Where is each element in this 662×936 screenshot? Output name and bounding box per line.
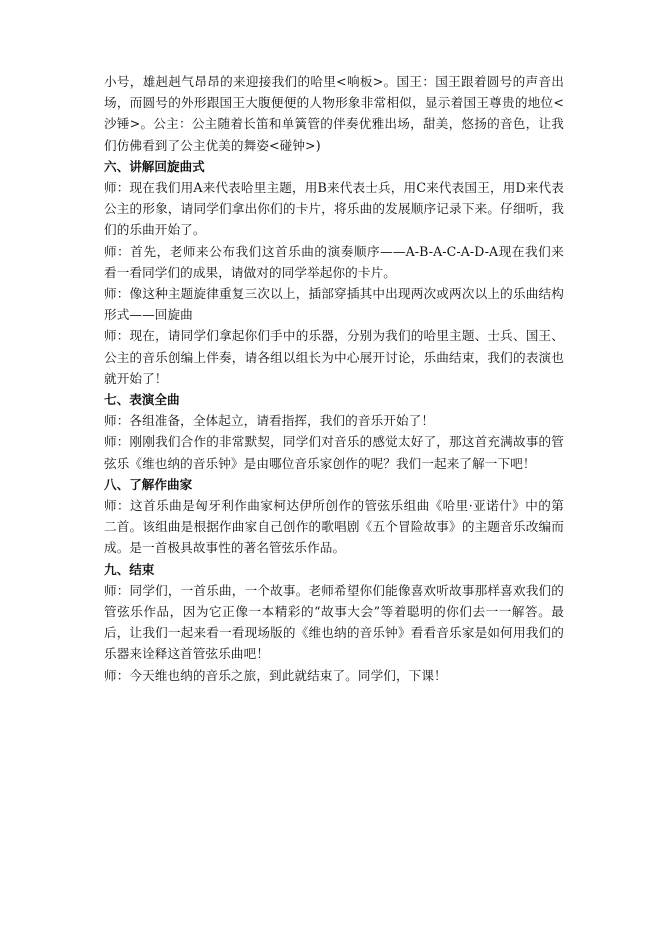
section-heading-performance: 七、表演全曲 <box>104 392 180 408</box>
document-body <box>104 71 564 686</box>
paragraph-performance-review: 师：刚刚我们合作的非常默契，同学们对音乐的感觉太好了，那这首充满故事的管弦乐《维也纳的音乐钟》是由哪位音乐家创作的呢？我们一起来了解一下吧！ <box>104 434 564 471</box>
paragraph-composer-info: 师：这首乐曲是匈牙利作曲家柯达伊所创作的管弦乐组曲《哈里·亚诺什》中的第二首。该组曲是根据作曲家自己创作的歌唱剧《五个冒险故事》的主题音乐改编而成。是一首极具故事性的著名管弦乐作品。 <box>104 498 564 556</box>
paragraph-performance-start: 师：各组准备，全体起立，请看指挥，我们的音乐开始了！ <box>104 413 435 429</box>
paragraph-ending-summary: 师：同学们，一首乐曲，一个故事。老师希望你们能像喜欢听故事那样喜欢我们的管弦乐作品，因为它正像一本精彩的“故事大会”等着聪明的你们去一一解答。最后，让我们一起来看一看现场版的《维也纳的音乐钟》看看音乐家是如何用我们的乐器来诠释这首管弦乐曲吧！ <box>104 582 564 662</box>
paragraph-class-dismissed: 师：今天维也纳的音乐之旅，到此就结束了。同学们，下课！ <box>104 667 447 683</box>
section-heading-ending: 九、结束 <box>104 561 155 577</box>
section-heading-composer: 八、了解作曲家 <box>104 476 193 492</box>
paragraph-rondo-order: 师：首先，老师来公布我们这首乐曲的演奏顺序——A-B-A-C-A-D-A现在我们来看一看同学们的成果，请做对的同学举起你的卡片。 <box>104 243 564 280</box>
paragraph-instrument-accompaniment: 师：现在，请同学们拿起你们手中的乐器，分别为我们的哈里主题、士兵、国王、公主的音乐创编上伴奏，请各组以组长为中心展开讨论，乐曲结束，我们的表演也就开始了！ <box>104 328 564 386</box>
section-heading-rondo: 六、讲解回旋曲式 <box>104 158 205 174</box>
paragraph-rondo-definition: 师：像这种主题旋律重复三次以上，插部穿插其中出现两次或两次以上的乐曲结构形式——回旋曲 <box>104 286 564 323</box>
paragraph-characters-intro: 小号，雄赳赳气昂昂的来迎接我们的哈里<响板>。国王：国王跟着圆号的声音出场，而圆号的外形跟国王大腹便便的人物形象非常相似，显示着国王尊贵的地位<沙锤>。公主：公主随着长笛和单簧管的伴奏优雅出场，甜美，悠扬的音色，让我们仿佛看到了公主优美的舞姿<碰钟>) <box>104 74 564 153</box>
paragraph-rondo-letters: 师：现在我们用A来代表哈里主题，用B来代表士兵，用C来代表国王，用D来代表公主的形象，请同学们拿出你们的卡片，将乐曲的发展顺序记录下来。仔细听，我们的乐曲开始了。 <box>104 180 564 238</box>
